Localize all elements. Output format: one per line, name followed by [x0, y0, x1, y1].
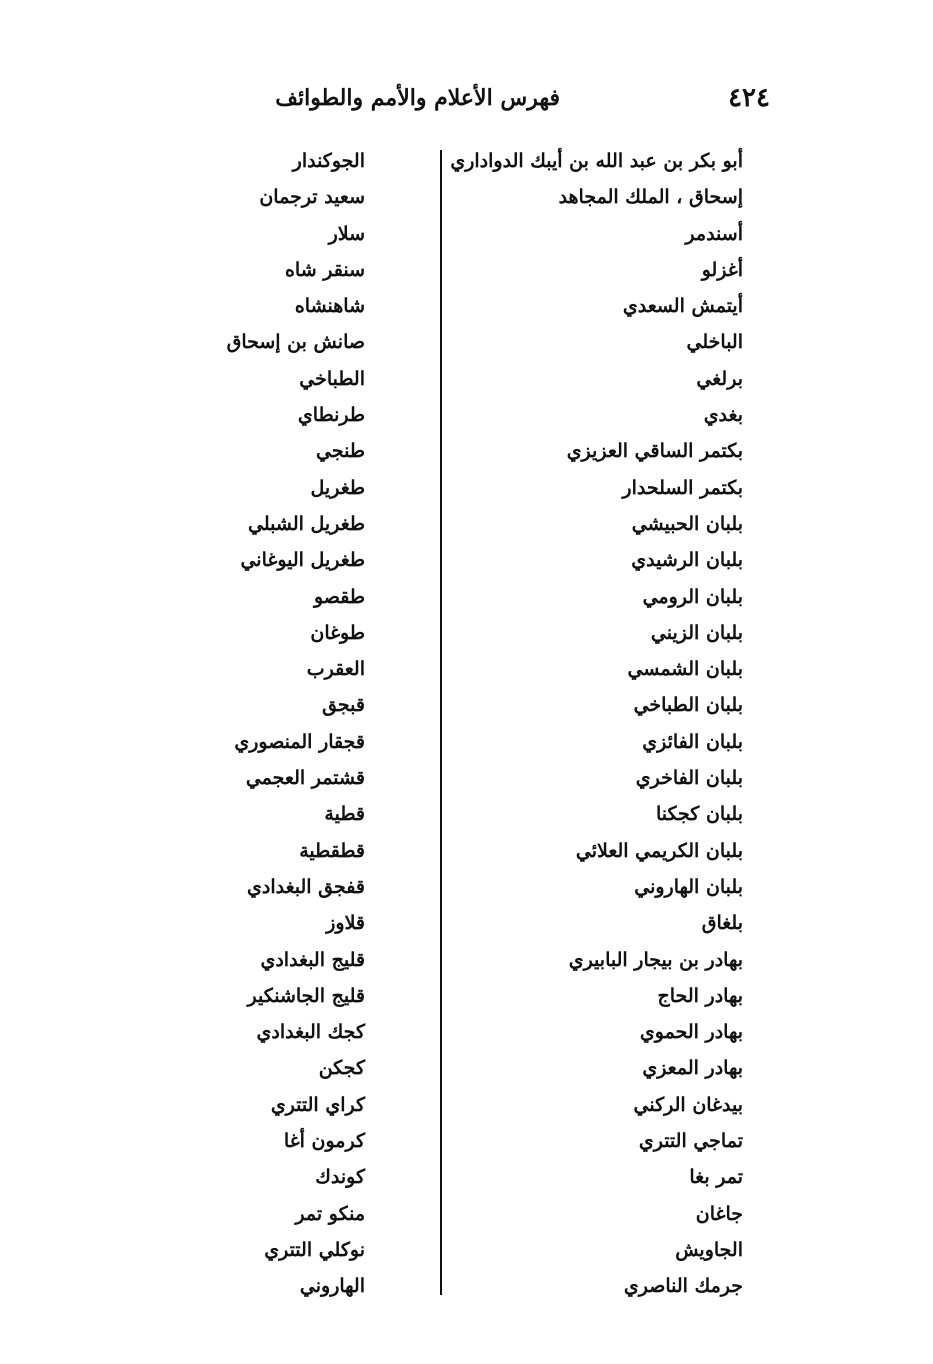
index-entry: بلبان الفاخري — [635, 767, 743, 790]
index-entry: أبو بكر بن عبد الله بن أيبك الدواداري — [450, 150, 743, 172]
index-entry: طغريل اليوغاني — [240, 549, 365, 572]
index-entry: منكو تمر — [295, 1202, 365, 1225]
index-entry: جاغان — [695, 1202, 743, 1225]
index-entry: بلبان الكريمي العلائي — [575, 839, 743, 862]
index-entry: بلبان الفائزي — [642, 730, 743, 753]
index-entry: طغريل الشبلي — [248, 512, 365, 535]
index-entry: أسندمر — [685, 222, 743, 245]
index-entry: قطقطية — [299, 839, 365, 862]
index-entry: إسحاق ، الملك المجاهد — [558, 186, 743, 209]
index-entry: بلغاق — [701, 912, 743, 935]
column-divider — [440, 150, 442, 1295]
index-entry: العقرب — [306, 658, 365, 681]
index-entry: قشتمر العجمي — [245, 767, 365, 790]
index-entry: بلبان الطباخي — [633, 694, 743, 717]
index-column-right — [443, 143, 743, 1305]
index-entry: كرمون أغا — [283, 1130, 365, 1153]
index-entry: بلبان الزيني — [650, 621, 743, 644]
index-entry: بكتمر السلحدار — [622, 476, 743, 499]
running-title: فهرس الأعلام والأمم والطوائف — [275, 85, 560, 111]
index-entry: قبجق — [322, 694, 365, 717]
index-entry: بهادر بن بيجار البابيري — [568, 948, 743, 971]
index-entry: بهادر الحموي — [639, 1021, 743, 1044]
index-entry: قفجق البغدادي — [247, 875, 365, 898]
index-entry: الطباخي — [299, 367, 365, 390]
index-entry: بهادر الحاج — [657, 984, 743, 1007]
page-header — [275, 80, 770, 120]
index-entry: الجوكندار — [292, 150, 365, 172]
index-entry: أيتمش السعدي — [622, 295, 743, 318]
index-entry: سنقر شاه — [284, 258, 365, 281]
index-entry: نوكلي التتري — [264, 1238, 365, 1261]
index-entry: تمر بغا — [689, 1166, 743, 1189]
index-entry: تماجي التتري — [638, 1130, 743, 1153]
index-entry: بلبان الشمسي — [627, 658, 743, 681]
index-entry: شاهنشاه — [294, 295, 365, 318]
index-entry: بكتمر الساقي العزيزي — [566, 440, 743, 463]
index-entry: بلبان الهاروني — [634, 875, 743, 898]
index-entry: بغدي — [703, 404, 743, 427]
page-number: ٤٢٤ — [728, 83, 770, 113]
index-entry: كراي التتري — [270, 1093, 365, 1116]
index-entry: قجقار المنصوري — [234, 730, 365, 753]
index-entry: بلبان كجكنا — [656, 803, 743, 826]
index-entry: طقصو — [313, 585, 365, 608]
index-entry: جرمك الناصري — [623, 1275, 743, 1298]
index-entry: بلبان الحبيشي — [631, 512, 743, 535]
index-entry: قلاوز — [326, 912, 365, 935]
index-entry: طنجي — [316, 440, 365, 463]
index-entry: بيدغان الركني — [633, 1093, 743, 1116]
index-entry: بهادر المعزي — [642, 1057, 743, 1080]
index-entry: كجكن — [318, 1057, 365, 1080]
index-entry: الجاويش — [675, 1238, 743, 1261]
index-entry: قليج الجاشنكير — [247, 984, 365, 1007]
index-entry: كجك البغدادي — [256, 1021, 365, 1044]
index-entry: كوندك — [315, 1166, 365, 1189]
index-entry: سلار — [328, 222, 365, 245]
index-entry: صانش بن إسحاق — [226, 331, 365, 354]
index-entry: قليج البغدادي — [260, 948, 365, 971]
index-entry: طرنطاي — [297, 404, 365, 427]
index-entry: بلبان الرشيدي — [631, 549, 743, 572]
index-entry: طغريل — [310, 476, 365, 499]
index-entry: طوغان — [310, 621, 365, 644]
index-column-left — [65, 143, 365, 1305]
index-entry: قطية — [324, 803, 365, 826]
index-entry: أغزلو — [701, 258, 743, 281]
index-entry: برلغي — [696, 367, 743, 390]
index-entry: بلبان الرومي — [642, 585, 743, 608]
index-entry: الهاروني — [299, 1275, 365, 1298]
index-entry: سعيد ترجمان — [259, 186, 365, 209]
index-entry: الباخلي — [686, 331, 743, 354]
